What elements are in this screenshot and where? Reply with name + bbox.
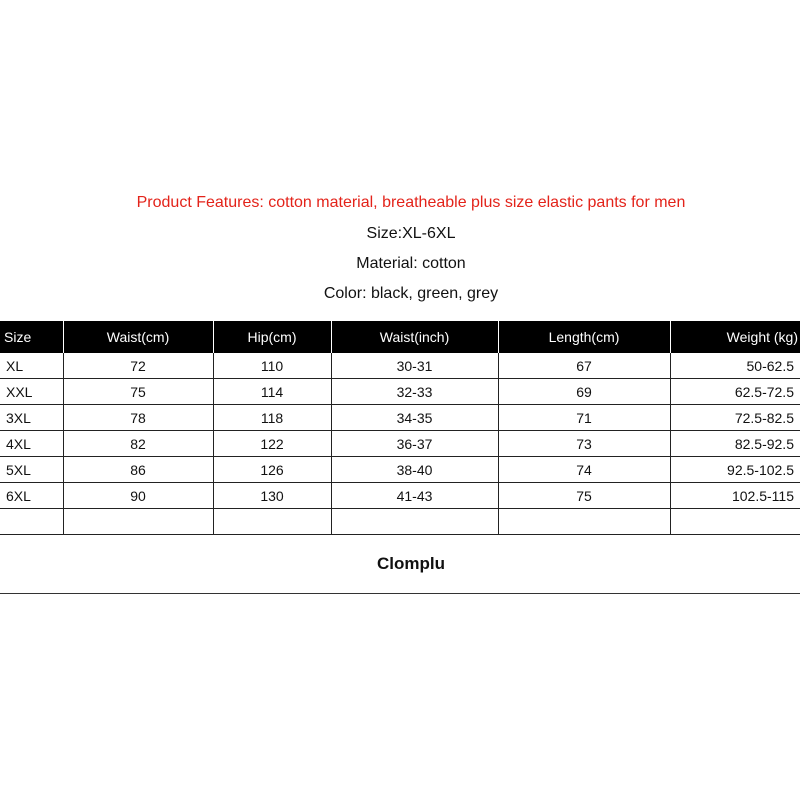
table-row — [0, 379, 800, 405]
cell-hip-cm: 110 — [213, 353, 331, 379]
cell-weight-kg: 62.5-72.5 — [670, 379, 800, 405]
table-row — [0, 483, 800, 509]
material-text: Material: cotton — [356, 255, 466, 272]
table-row — [0, 431, 800, 457]
cell-waist-cm: 72 — [63, 353, 213, 379]
table-row — [0, 457, 800, 483]
divider — [0, 593, 800, 594]
cell-length-cm: 74 — [498, 457, 670, 483]
brand-name: Clomplu — [377, 554, 445, 573]
cell-hip-cm — [213, 509, 331, 535]
cell-waist-cm: 75 — [63, 379, 213, 405]
cell-hip-cm: 126 — [213, 457, 331, 483]
header-waist-cm: Waist(cm) — [63, 321, 213, 353]
cell-size: 5XL — [0, 457, 63, 483]
cell-length-cm: 67 — [498, 353, 670, 379]
cell-hip-cm: 118 — [213, 405, 331, 431]
header-length-cm: Length(cm) — [498, 321, 670, 353]
table-row-empty — [0, 509, 800, 535]
header-waist-inch: Waist(inch) — [331, 321, 498, 353]
cell-size — [0, 509, 63, 535]
size-range-text: Size:XL-6XL — [366, 225, 456, 242]
cell-length-cm: 75 — [498, 483, 670, 509]
cell-waist-inch: 30-31 — [331, 353, 498, 379]
cell-weight-kg: 50-62.5 — [670, 353, 800, 379]
cell-size: 4XL — [0, 431, 63, 457]
size-table — [0, 321, 800, 535]
header-hip-cm: Hip(cm) — [213, 321, 331, 353]
cell-length-cm: 71 — [498, 405, 670, 431]
cell-size: 3XL — [0, 405, 63, 431]
cell-waist-cm — [63, 509, 213, 535]
cell-length-cm: 73 — [498, 431, 670, 457]
product-features-text: Product Features: cotton material, breatheable plus size elastic pants for men — [136, 194, 686, 211]
cell-hip-cm: 122 — [213, 431, 331, 457]
cell-weight-kg: 72.5-82.5 — [670, 405, 800, 431]
cell-weight-kg: 102.5-115 — [670, 483, 800, 509]
cell-size: XL — [0, 353, 63, 379]
cell-waist-cm: 78 — [63, 405, 213, 431]
header-weight-kg: Weight (kg) — [670, 321, 800, 353]
cell-weight-kg — [670, 509, 800, 535]
table-row — [0, 353, 800, 379]
cell-weight-kg: 92.5-102.5 — [670, 457, 800, 483]
table-header-row — [0, 321, 800, 353]
cell-weight-kg: 82.5-92.5 — [670, 431, 800, 457]
cell-hip-cm: 130 — [213, 483, 331, 509]
cell-waist-cm: 86 — [63, 457, 213, 483]
cell-waist-inch: 41-43 — [331, 483, 498, 509]
cell-waist-inch — [331, 509, 498, 535]
cell-length-cm: 69 — [498, 379, 670, 405]
header-size: Size — [0, 321, 63, 353]
cell-waist-cm: 82 — [63, 431, 213, 457]
cell-size: XXL — [0, 379, 63, 405]
cell-waist-inch: 32-33 — [331, 379, 498, 405]
table-row — [0, 405, 800, 431]
cell-waist-inch: 38-40 — [331, 457, 498, 483]
cell-size: 6XL — [0, 483, 63, 509]
cell-waist-inch: 34-35 — [331, 405, 498, 431]
cell-waist-inch: 36-37 — [331, 431, 498, 457]
cell-length-cm — [498, 509, 670, 535]
cell-hip-cm: 114 — [213, 379, 331, 405]
color-options-text: Color: black, green, grey — [323, 285, 499, 302]
cell-waist-cm: 90 — [63, 483, 213, 509]
